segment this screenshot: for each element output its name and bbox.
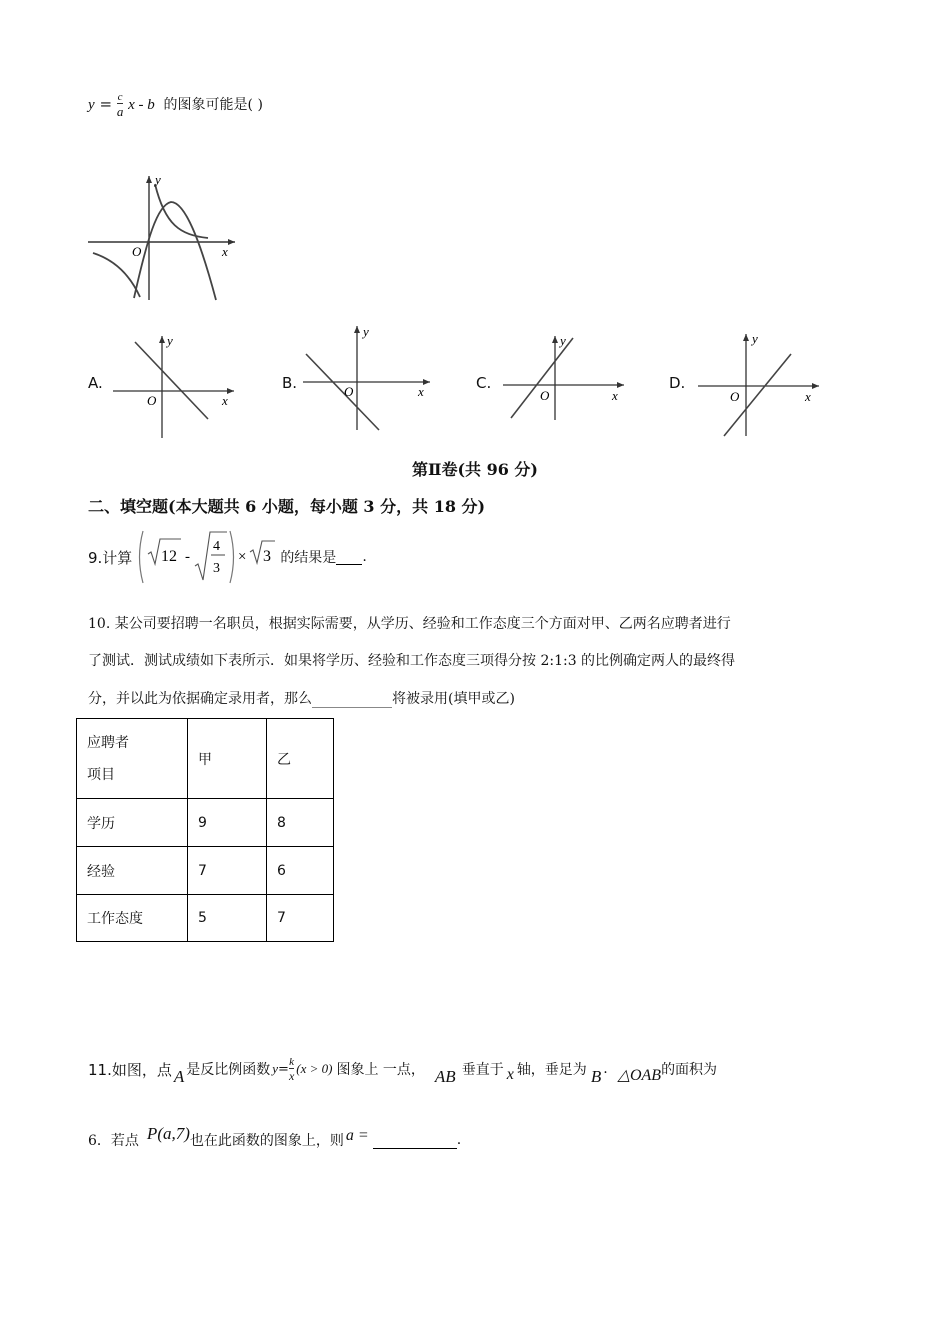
option-a-label[interactable]: A.	[88, 374, 103, 392]
q11-point-p: P	[146, 1124, 158, 1143]
table-row-item: 工作态度	[77, 895, 188, 942]
table-cell: 6	[267, 847, 334, 895]
q11-func-cond: (x > 0)	[296, 1061, 333, 1076]
option-a-graph[interactable]	[110, 332, 238, 440]
q9-expression	[134, 528, 276, 586]
main-y-label: y	[155, 172, 161, 187]
q9-sqrt3-value: 3	[263, 548, 272, 565]
q11-x-axis: x	[506, 1066, 514, 1083]
table-row-item: 经验	[77, 847, 188, 895]
option-b-label[interactable]: B.	[282, 374, 298, 392]
parabola-curve	[134, 202, 216, 300]
q9-frac-den: 3	[213, 561, 221, 576]
main-origin-label: O	[132, 244, 142, 259]
q9	[88, 528, 367, 586]
q11-func-num: k	[289, 1055, 295, 1068]
option-d-graph[interactable]	[695, 330, 823, 440]
table-header-col-2: 乙	[267, 719, 334, 799]
q8-frac-num: c	[117, 91, 123, 103]
option-a-y-label: y	[167, 333, 173, 348]
q11-point-b: B	[590, 1067, 602, 1086]
q11-line-2a: 6．若点	[88, 1133, 139, 1149]
table-cell: 5	[188, 895, 267, 942]
q11-end: .	[456, 1132, 462, 1148]
table-header-row	[77, 719, 334, 799]
q10-line-1: 10. 某公司要招聘一名职员，根据实际需要，从学历、经验和工作态度三个方面对甲、乙两名应聘者进行	[88, 616, 731, 632]
q9-minus: -	[185, 549, 191, 565]
q11-prefix: 11.如图，点	[88, 1060, 172, 1079]
q9-frac-num: 4	[213, 539, 221, 554]
option-c-y-arrow-icon	[552, 336, 558, 343]
option-b-line	[306, 354, 379, 430]
q11-point-p-args: (a,7)	[157, 1124, 190, 1143]
q10-line-2: 了测试．测试成绩如下表所示．如果将学历、经验和工作态度三项得分按 2:1:3 的比例确定两人的最终得	[88, 653, 736, 669]
main-x-label: x	[222, 244, 228, 259]
table-cell: 9	[188, 799, 267, 847]
table-cell: 8	[267, 799, 334, 847]
table-cell: 7	[267, 895, 334, 942]
q10-line-3	[88, 688, 515, 708]
option-b-y-label: y	[363, 324, 369, 339]
q8-formula-eq: =	[99, 95, 113, 113]
option-b-y-arrow-icon	[354, 326, 360, 333]
q9-left-paren	[140, 531, 144, 583]
q11-text-2: 图象上 一点，	[336, 1062, 425, 1078]
q9-frac-radical	[195, 532, 227, 580]
q9-answer-blank[interactable]	[336, 550, 362, 565]
q9-times: ×	[238, 549, 247, 565]
q8-stem	[88, 84, 263, 124]
section-title: 二、填空题(本大题共 6 小题，每小题 3 分，共 18 分)	[88, 497, 486, 516]
q11-point-a: A	[173, 1067, 185, 1086]
option-c-x-arrow-icon	[617, 382, 624, 388]
q11-text-4: 轴，垂足为	[516, 1062, 587, 1078]
q11-func-y: y	[272, 1061, 279, 1076]
q8-main-graph	[85, 170, 245, 305]
table-header-col-1: 甲	[188, 719, 267, 799]
option-a-x-arrow-icon	[227, 388, 234, 394]
option-c-line	[511, 338, 573, 418]
q11-triangle: △OAB	[617, 1067, 662, 1084]
q11-line-2	[88, 1120, 461, 1160]
option-b-graph[interactable]	[300, 322, 435, 434]
q8-fraction	[117, 92, 124, 118]
main-x-arrow-icon	[228, 239, 235, 245]
hyperbola-branch-right	[155, 184, 208, 238]
q10-line-3b: 将被录用(填甲或乙)	[392, 691, 515, 707]
hyperbola-branch-left	[93, 253, 140, 297]
main-y-arrow-icon	[146, 176, 152, 183]
q11-line-2b: 也在此函数的图象上，则	[189, 1133, 344, 1149]
table-row	[77, 847, 334, 895]
option-c-graph[interactable]	[500, 332, 628, 422]
option-c-label[interactable]: C.	[476, 374, 492, 392]
option-d-label[interactable]: D.	[669, 374, 686, 392]
option-d-origin: O	[730, 389, 740, 404]
option-d-y-label: y	[752, 331, 758, 346]
volume-title: 第Ⅱ卷(共 96 分)	[411, 460, 539, 479]
q11-text-3: 垂直于	[461, 1062, 504, 1078]
option-a-x-label: x	[222, 393, 228, 408]
option-a-origin: O	[147, 393, 157, 408]
q8-frac-den: a	[116, 104, 124, 119]
q11-answer-blank[interactable]	[373, 1132, 457, 1149]
q11-dot: .	[603, 1061, 608, 1077]
q11-func-eq: =	[278, 1061, 289, 1077]
q8-formula-y: y	[88, 97, 95, 113]
q8-question-text: 的图象可能是( )	[163, 97, 263, 113]
q9-suffix: 的结果是	[280, 550, 337, 566]
option-c-x-label: x	[612, 388, 618, 403]
q10-answer-blank[interactable]	[312, 691, 392, 708]
q11-text-1: 是反比例函数	[186, 1062, 271, 1078]
option-d-x-arrow-icon	[812, 383, 819, 389]
table-row	[77, 895, 334, 942]
option-a-y-arrow-icon	[159, 336, 165, 343]
q11-a-equals: a =	[345, 1127, 369, 1144]
q11-func-frac	[289, 1057, 294, 1082]
q11-text-5: 的面积为	[661, 1062, 718, 1078]
q11-segment-ab: AB	[434, 1067, 456, 1086]
q11-func-den: x	[288, 1068, 295, 1083]
q9-right-paren	[230, 531, 234, 583]
q9-sqrt12-value: 12	[161, 548, 178, 565]
option-b-x-label: x	[418, 384, 424, 399]
q8-formula-rest: x - b	[128, 97, 155, 113]
option-c-y-label: y	[560, 333, 566, 348]
option-a-line	[135, 342, 208, 419]
q10-line-3a: 分，并以此为依据确定录用者，那么	[88, 691, 312, 707]
option-d-x-label: x	[805, 389, 811, 404]
option-d-y-arrow-icon	[743, 334, 749, 341]
table-row-item: 学历	[77, 799, 188, 847]
q11-line-1	[88, 1046, 717, 1092]
option-b-x-arrow-icon	[423, 379, 430, 385]
q9-prefix: 9.计算	[88, 548, 133, 567]
option-b-origin: O	[344, 384, 354, 399]
table-row	[77, 799, 334, 847]
table-cell: 7	[188, 847, 267, 895]
q10-score-table	[76, 718, 334, 942]
table-header-corner	[77, 719, 188, 799]
table-header-top: 应聘者	[87, 734, 129, 751]
q9-end: .	[362, 549, 367, 565]
option-c-origin: O	[540, 388, 550, 403]
table-header-bottom: 项目	[87, 766, 115, 783]
